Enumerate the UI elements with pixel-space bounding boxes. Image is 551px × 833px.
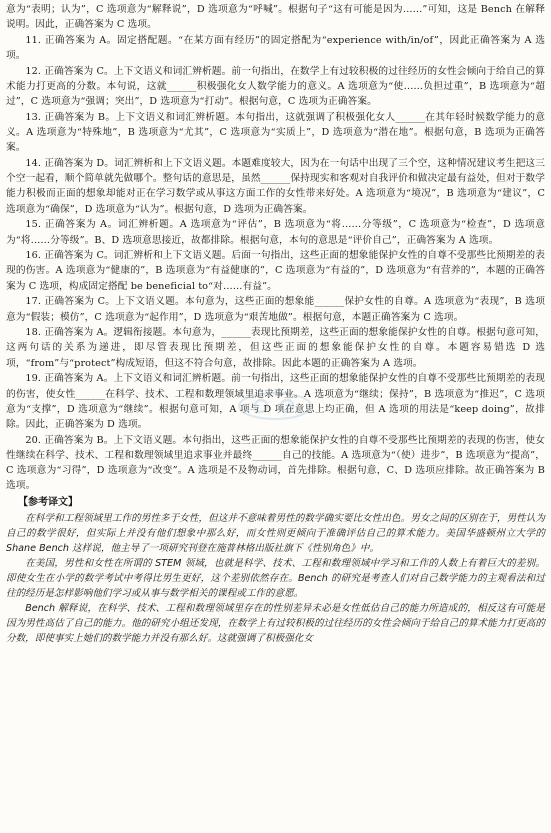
translation-paragraph-3: Bench 解释说，在科学、技术、工程和数理领域里存在的性别差异未必是女性低估自己的能力所造成的，相反这有可能是因为男性高估了自己的能力。他的研究小组还发现，在数学上有过较积极的过往经历的女性会倾向于给自己的算术能力打更高的分数，即使事实上她们的数学能力并没有那么好。这就强调了积极强化女 — [6, 603, 545, 645]
answer-paragraph-19: 19. 正确答案为 A。上下文语义和词汇辨析题。前一句指出，这些正面的想象能保护女性的自尊不受那些比预期差的表现的伤害，使女性______在科学、技术、工程和数理领域里追求事业。A 选项意为“继续；保持”，B 选项意为“推迟”，C 选项意为“支撑”，D 选项意为“继续”。根据句意可知，A 项与 D 项在意思上均正确，但 A 选项的用法是“keep doing”，故排除。因此，正确答案为 D 选项。 — [6, 373, 545, 430]
answer-paragraph-12: 12. 正确答案为 C。上下文语义和词汇辨析题。前一句指出，在数学上有过较积极的过往经历的女性会倾向于给自己的算术能力打更高的分数。本句说，这就______积极强化女人数学能力的意义。A 选项意为“使……负担过重”，B 选项意为“超过”，C 选项意为“强调；突出”，D 选项意为“打动”。根据句意，C 选项为正确答案。 — [6, 65, 545, 108]
translation-heading: 【参考译文】 — [18, 496, 78, 508]
translation-paragraph-2: 在美国，男性和女性在所谓的 STEM 领域，也就是科学、技术、工程和数理领域中学习和工作的人数上有着巨大的差别。即使女生在小学的数学考试中考得比男生更好，这个差别依然存在。Bench 的研究是考查人们对自己数学能力的主观看法和过往的经历是怎样影响他们学习或从事与数学相关的课程或工作的意愿。 — [6, 557, 545, 600]
answer-paragraph-20: 20. 正确答案为 B。上下文语义题。本句指出，这些正面的想象能保护女性的自尊不受那些比预期差的表现的伤害，使女性继续在科学、技术、工程和数理领域里追求事业并最终______自己的技能。A 选项意为“（使）进步”，B 选项意为“提高”，C 选项意为“习得”，D 选项意为“改变”。A 选项是不及物动词，首先排除。根据句意，C、D 选项应排除。故正确答案为 B 选项。 — [6, 434, 545, 492]
answer-paragraph-13: 13. 正确答案为 B。上下文语义和词汇辨析题。本句指出，这就强调了积极强化女人______在其年轻时候数学能力的意义。A 选项意为“特殊地”，B 选项意为“尤其”，C 选项意为“实质上”，D 选项意为“潜在地”。根据句意，B 选项为正确答案。 — [6, 111, 545, 154]
answer-paragraph-17: 17. 正确答案为 C。上下文语义题。本句意为，这些正面的想象能______保护女性的自尊。A 选项意为“表现”，B 选项意为“假装；模仿”，C 选项意为“起作用”，D 选项意为“艰苦地做”。根据句意，本题正确答案为 C 选项。 — [6, 296, 545, 323]
answer-paragraph-10: 意为“表明；认为”，C 选项意为“解释说”，D 选项意为“呼喊”。根据句子“这有可能是因为……”可知，这是 Bench 在解释说明。因此，正确答案为 C 选项。 — [6, 4, 545, 31]
translation-paragraph-1: 在科学和工程领域里工作的男性多于女性，但这并不意味着男性的数学确实要比女性出色。男女之间的区别在于，男性认为自己的数学很好，但实际上并没有他们想象中那么好，而女性则更倾向于准确评估自己的算术能力。美国华盛顿州立大学的 Shane Bench 这样说，他主导了一项研究刊登在施普林格出版社旗下《性别角色》中。 — [6, 512, 545, 554]
answer-paragraph-14: 14. 正确答案为 D。词汇辨析和上下文语义题。本题难度较大，因为在一句话中出现了三个空，这种情况建议考生把这三个空一起看，顺个简单就先做哪个。整句话的意思是，虽然______保持现实和客观对自我评价和做决定最有益处，但对于数学能力积极而正面的想象却能对正在学习数学或从事这方面工作的女性带来好处。A 选项意为“境况”，B 选项意为“建议”，C 选项意为“确保”，D 选项意为“认为”。根据句意，D 选项为正确答案。 — [6, 158, 545, 215]
answer-paragraph-11: 11. 正确答案为 A。固定搭配题。“在某方面有经历”的固定搭配为“experience with/in/of”，因此正确答案为 A 选项。 — [6, 34, 545, 62]
answer-paragraph-16: 16. 正确答案为 C。词汇辨析和上下文语义题。后面一句指出，这些正面的想象能保护女性的自尊不受那些比预期差的表现的伤害。A 选项意为“健康的”，B 选项意为“有益健康的”，C 选项意为“有益的”，D 选项意为“有营养的”，本题的正确答案为 C 选项，构成固定搭配 be beneficial to“对……有益”。 — [6, 250, 545, 292]
answer-paragraph-18: 18. 正确答案为 A。逻辑衔接题。本句意为，______表现比预期差，这些正面的想象能保护女性的自尊。根据句意可知，这两句话的关系为递进，即尽管表现比预期差，但这些正面的想象能保护女性的自尊。本题容易错选 D 选项，“from”与“protect”构成短语，但这不符合句意，故排除。因此本题的正确答案为 A 选项。 — [6, 327, 545, 369]
answer-paragraph-15: 15. 正确答案为 A。词汇辨析题。A 选项意为“评估”，B 选项意为“将……分等级”，C 选项意为“检查”，D 选项意为“将……分等级”。B、D 选项意思接近，故都排除。根据句意，本句的意思是“评价自己”，正确答案为 A 选项。 — [6, 219, 545, 246]
